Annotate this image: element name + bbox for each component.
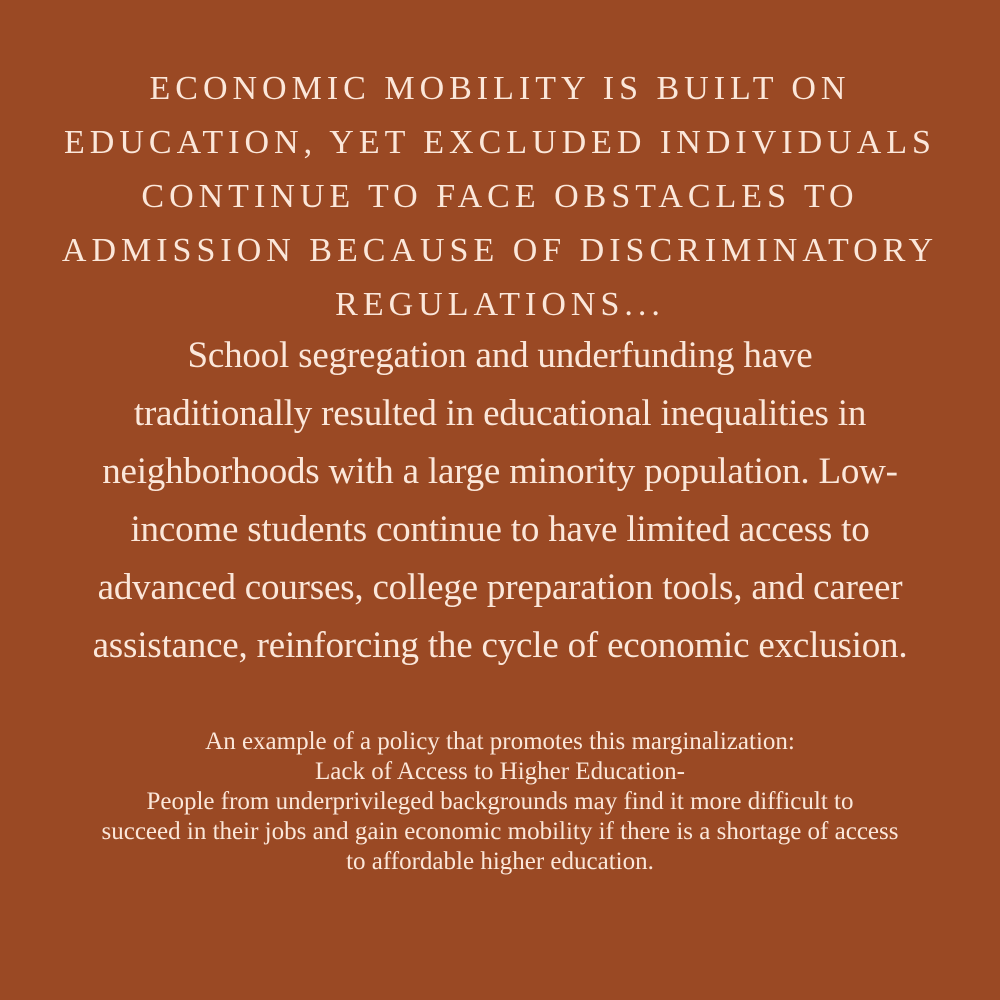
example-policy-title: Lack of Access to Higher Education- bbox=[314, 758, 685, 785]
example-line: People from underprivileged backgrounds may find it more difficult to bbox=[146, 788, 854, 815]
body-line: assistance, reinforcing the cycle of economic exclusion. bbox=[92, 625, 908, 666]
body-line: traditionally resulted in educational inequalities in bbox=[133, 393, 867, 434]
page-heading bbox=[0, 62, 1000, 332]
body-line: income students continue to have limited access to bbox=[130, 509, 870, 550]
heading-line: CONTINUE TO FACE OBSTACLES TO bbox=[141, 178, 859, 215]
body-line: advanced courses, college preparation tools, and career bbox=[97, 567, 903, 608]
example-intro: An example of a policy that promotes this marginalization: bbox=[205, 728, 795, 755]
example-section bbox=[0, 727, 1000, 877]
example-line: to affordable higher education. bbox=[346, 848, 654, 875]
heading-line: REGULATIONS... bbox=[335, 286, 665, 323]
body-line: neighborhoods with a large minority population. Low- bbox=[102, 451, 898, 492]
heading-line: ADMISSION BECAUSE OF DISCRIMINATORY bbox=[61, 232, 939, 269]
body-line: School segregation and underfunding have bbox=[187, 335, 813, 376]
body-paragraph bbox=[0, 327, 1000, 675]
heading-line: EDUCATION, YET EXCLUDED INDIVIDUALS bbox=[64, 124, 936, 161]
heading-line: ECONOMIC MOBILITY IS BUILT ON bbox=[149, 70, 851, 107]
example-line: succeed in their jobs and gain economic mobility if there is a shortage of access bbox=[101, 818, 899, 845]
